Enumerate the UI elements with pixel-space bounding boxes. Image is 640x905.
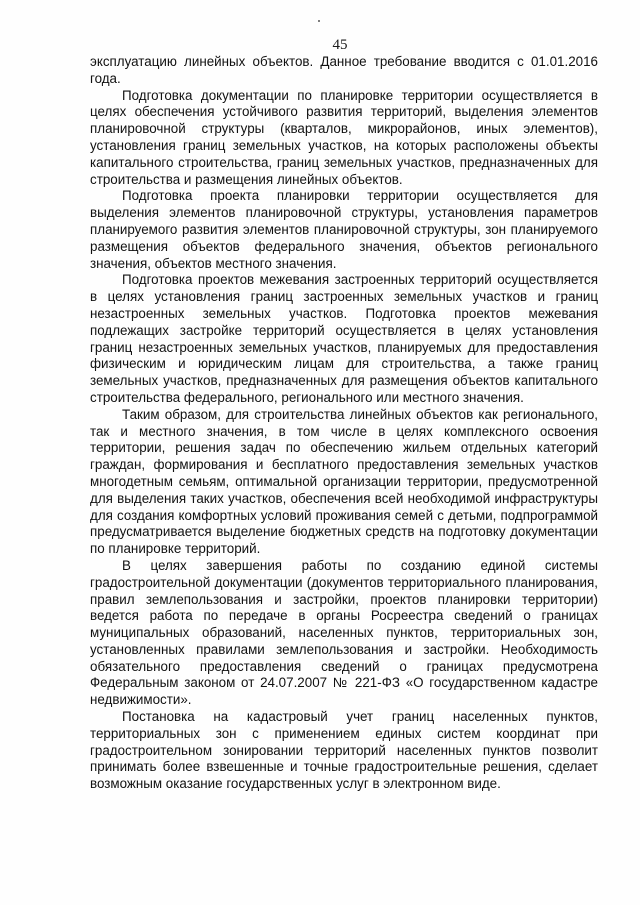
scan-speck <box>318 20 320 22</box>
page-number: 45 <box>332 37 348 53</box>
paragraph-land-survey-projects: Подготовка проектов межевания застроенных территорий осуществляется в целях установления границ застроенных земельных участков и границ незастроенных земельных участков. Подготовка проектов межевания подлежащих застройке территорий осуществляется в целях установления границ незастроенных земельных участков, планируемых для предоставления физическим и юридическим лицам для строительства, а также границ земельных участков, предназначенных для размещения объектов капитального строительства федерального, регионального или местного значения. <box>90 272 598 405</box>
paragraph-urban-planning-system: В целях завершения работы по созданию единой системы градостроительной документации (документов территориального планирования, правил землепользования и застройки, проектов планировки территории) ведется работа по передаче в органы Росреестра сведений о границах муниципальных образований, населенных пунктов, территориальных зон, установленных правилами землепользования и застройки. Необходимость обязательного предоставления сведений о границах предусмотрена Федеральным законом от 24.07.2007 № 221-ФЗ «О государственном кадастре недвижимости». <box>90 557 598 708</box>
paragraph-planning-project: Подготовка проекта планировки территории осуществляется для выделения элементов планировочной структуры, установления параметров планируемого развития элементов планировочной структуры, зон планируемого размещения объектов федерального значения, объектов регионального значения, объектов местного значения. <box>90 188 598 271</box>
paragraph-continuation: эксплуатацию линейных объектов. Данное требование вводится с 01.01.2016 года. <box>90 54 598 86</box>
paragraph-planning-documentation: Подготовка документации по планировке территории осуществляется в целях обеспечения устойчивого развития территорий, выделения элементов планировочной структуры (кварталов, микрорайонов, иных элементов), установления границ земельных участков, на которых расположены объекты капитального строительства, границ земельных участков, предназначенных для строительства и размещения линейных объектов. <box>90 87 598 187</box>
body-text <box>90 54 598 793</box>
paragraph-cadastral-registration: Постановка на кадастровый учет границ населенных пунктов, территориальных зон с применением единых систем координат при градостроительном зонировании территорий населенных пунктов позволит принимать более взвешенные и точные градостроительные решения, сделает возможным оказание государственных услуг в электронном виде. <box>90 709 598 792</box>
paragraph-linear-objects-funding: Таким образом, для строительства линейных объектов как регионального, так и местного значения, в том числе в целях комплексного освоения территории, решения задач по обеспечению жильем отдельных категорий граждан, формирования и бесплатного предоставления земельных участков многодетным семьям, оптимальной организации территории, предусмотренной для выделения таких участков, обеспечения всей необходимой инфраструктуры для создания комфортных условий проживания семей с детьми, подпрограммой предусматривается выделение бюджетных средств на подготовку документации по планировке территорий. <box>90 406 598 557</box>
